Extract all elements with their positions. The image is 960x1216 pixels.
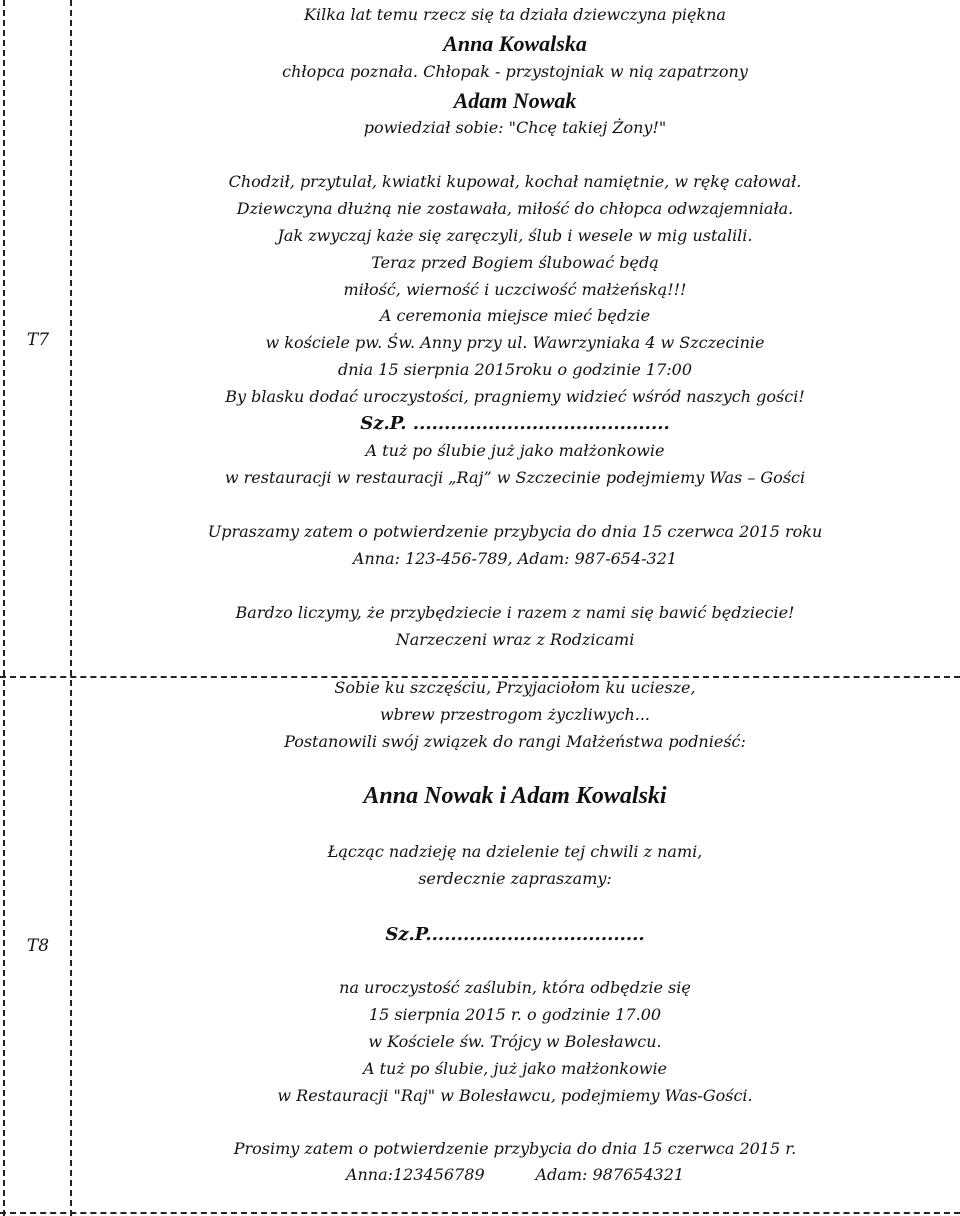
t8-couple-names: Anna Nowak i Adam Kowalski — [363, 783, 667, 809]
t7-line: powiedział sobie: "Chcę takiej Żony!" — [363, 118, 667, 137]
t8-line: Postanowili swój związek do rangi Małżeństwa podnieść: — [284, 732, 746, 751]
section-code-t7: T7 — [26, 330, 50, 350]
t7-line: By blasku dodać uroczystości, pragniemy widzieć wśród naszych gości! — [225, 387, 805, 406]
t7-line: miłość, wierność i uczciwość małżeńską!!! — [343, 280, 687, 299]
t8-line: Łącząc nadzieję na dzielenie tej chwili z nami, — [327, 842, 703, 861]
t8-line: serdecznie zapraszamy: — [418, 869, 612, 888]
t7-line: Dziewczyna dłużną nie zostawała, miłość do chłopca odwzajemniała. — [236, 199, 794, 218]
t8-line: Sobie ku szczęściu, Przyjaciołom ku uciesze, — [334, 678, 696, 697]
t7-bride-name: Anna Kowalska — [443, 31, 587, 56]
t7-groom-name: Adam Nowak — [453, 88, 577, 113]
bottom-cut-line — [0, 1212, 960, 1214]
t7-line: Bardzo liczymy, że przybędziecie i razem z nami się bawić będziecie! — [235, 603, 795, 622]
section-code-t8: T8 — [26, 936, 50, 956]
t8-line: 15 sierpnia 2015 r. o godzinie 17.00 — [368, 1005, 662, 1024]
t8-phone-line: Anna:123456789 Adam: 987654321 — [345, 1165, 685, 1184]
t8-line: w Kościele św. Trójcy w Bolesławcu. — [368, 1032, 662, 1051]
t7-line: Kilka lat temu rzecz się ta działa dziewczyna piękna — [304, 5, 726, 24]
t7-line: A tuż po ślubie już jako małżonkowie — [365, 441, 665, 460]
t7-line: dnia 15 sierpnia 2015roku o godzinie 17:00 — [337, 360, 693, 379]
t7-line: A ceremonia miejsce mieć będzie — [379, 306, 651, 325]
t7-line: w kościele pw. Św. Anny przy ul. Wawrzyniaka 4 w Szczecinie — [265, 333, 765, 352]
t7-line: Teraz przed Bogiem ślubować będą — [371, 253, 659, 272]
t7-signature: Narzeczeni wraz z Rodzicami — [395, 630, 635, 649]
t8-line: na uroczystość zaślubin, która odbędzie się — [339, 978, 691, 997]
t8-rsvp-line: Prosimy zatem o potwierdzenie przybycia do dnia 15 czerwca 2015 r. — [233, 1139, 797, 1158]
t7-guest-placeholder: Sz.P. ......................................... — [360, 413, 670, 434]
t8-line: wbrew przestrogom życzliwych... — [379, 705, 651, 724]
t8-guest-placeholder: Sz.P................................... — [385, 924, 645, 945]
left-cut-line — [3, 0, 5, 1216]
t7-line: Chodził, przytulał, kwiatki kupował, kochał namiętnie, w rękę całował. — [228, 172, 802, 191]
t7-line: w restauracji w restauracji „Raj” w Szczecinie podejmiemy Was – Gości — [224, 468, 806, 487]
t7-line: chłopca poznała. Chłopak - przystojniak w nią zapatrzony — [282, 62, 748, 81]
t7-phone-line: Anna: 123-456-789, Adam: 987-654-321 — [352, 549, 678, 568]
t8-line: w Restauracji "Raj" w Bolesławcu, podejmiemy Was-Gości. — [277, 1086, 753, 1105]
t7-rsvp-line: Upraszamy zatem o potwierdzenie przybycia do dnia 15 czerwca 2015 roku — [207, 522, 823, 541]
t7-line: Jak zwyczaj każe się zaręczyli, ślub i wesele w mig ustalili. — [277, 226, 753, 245]
t8-line: A tuż po ślubie, już jako małżonkowie — [362, 1059, 668, 1078]
